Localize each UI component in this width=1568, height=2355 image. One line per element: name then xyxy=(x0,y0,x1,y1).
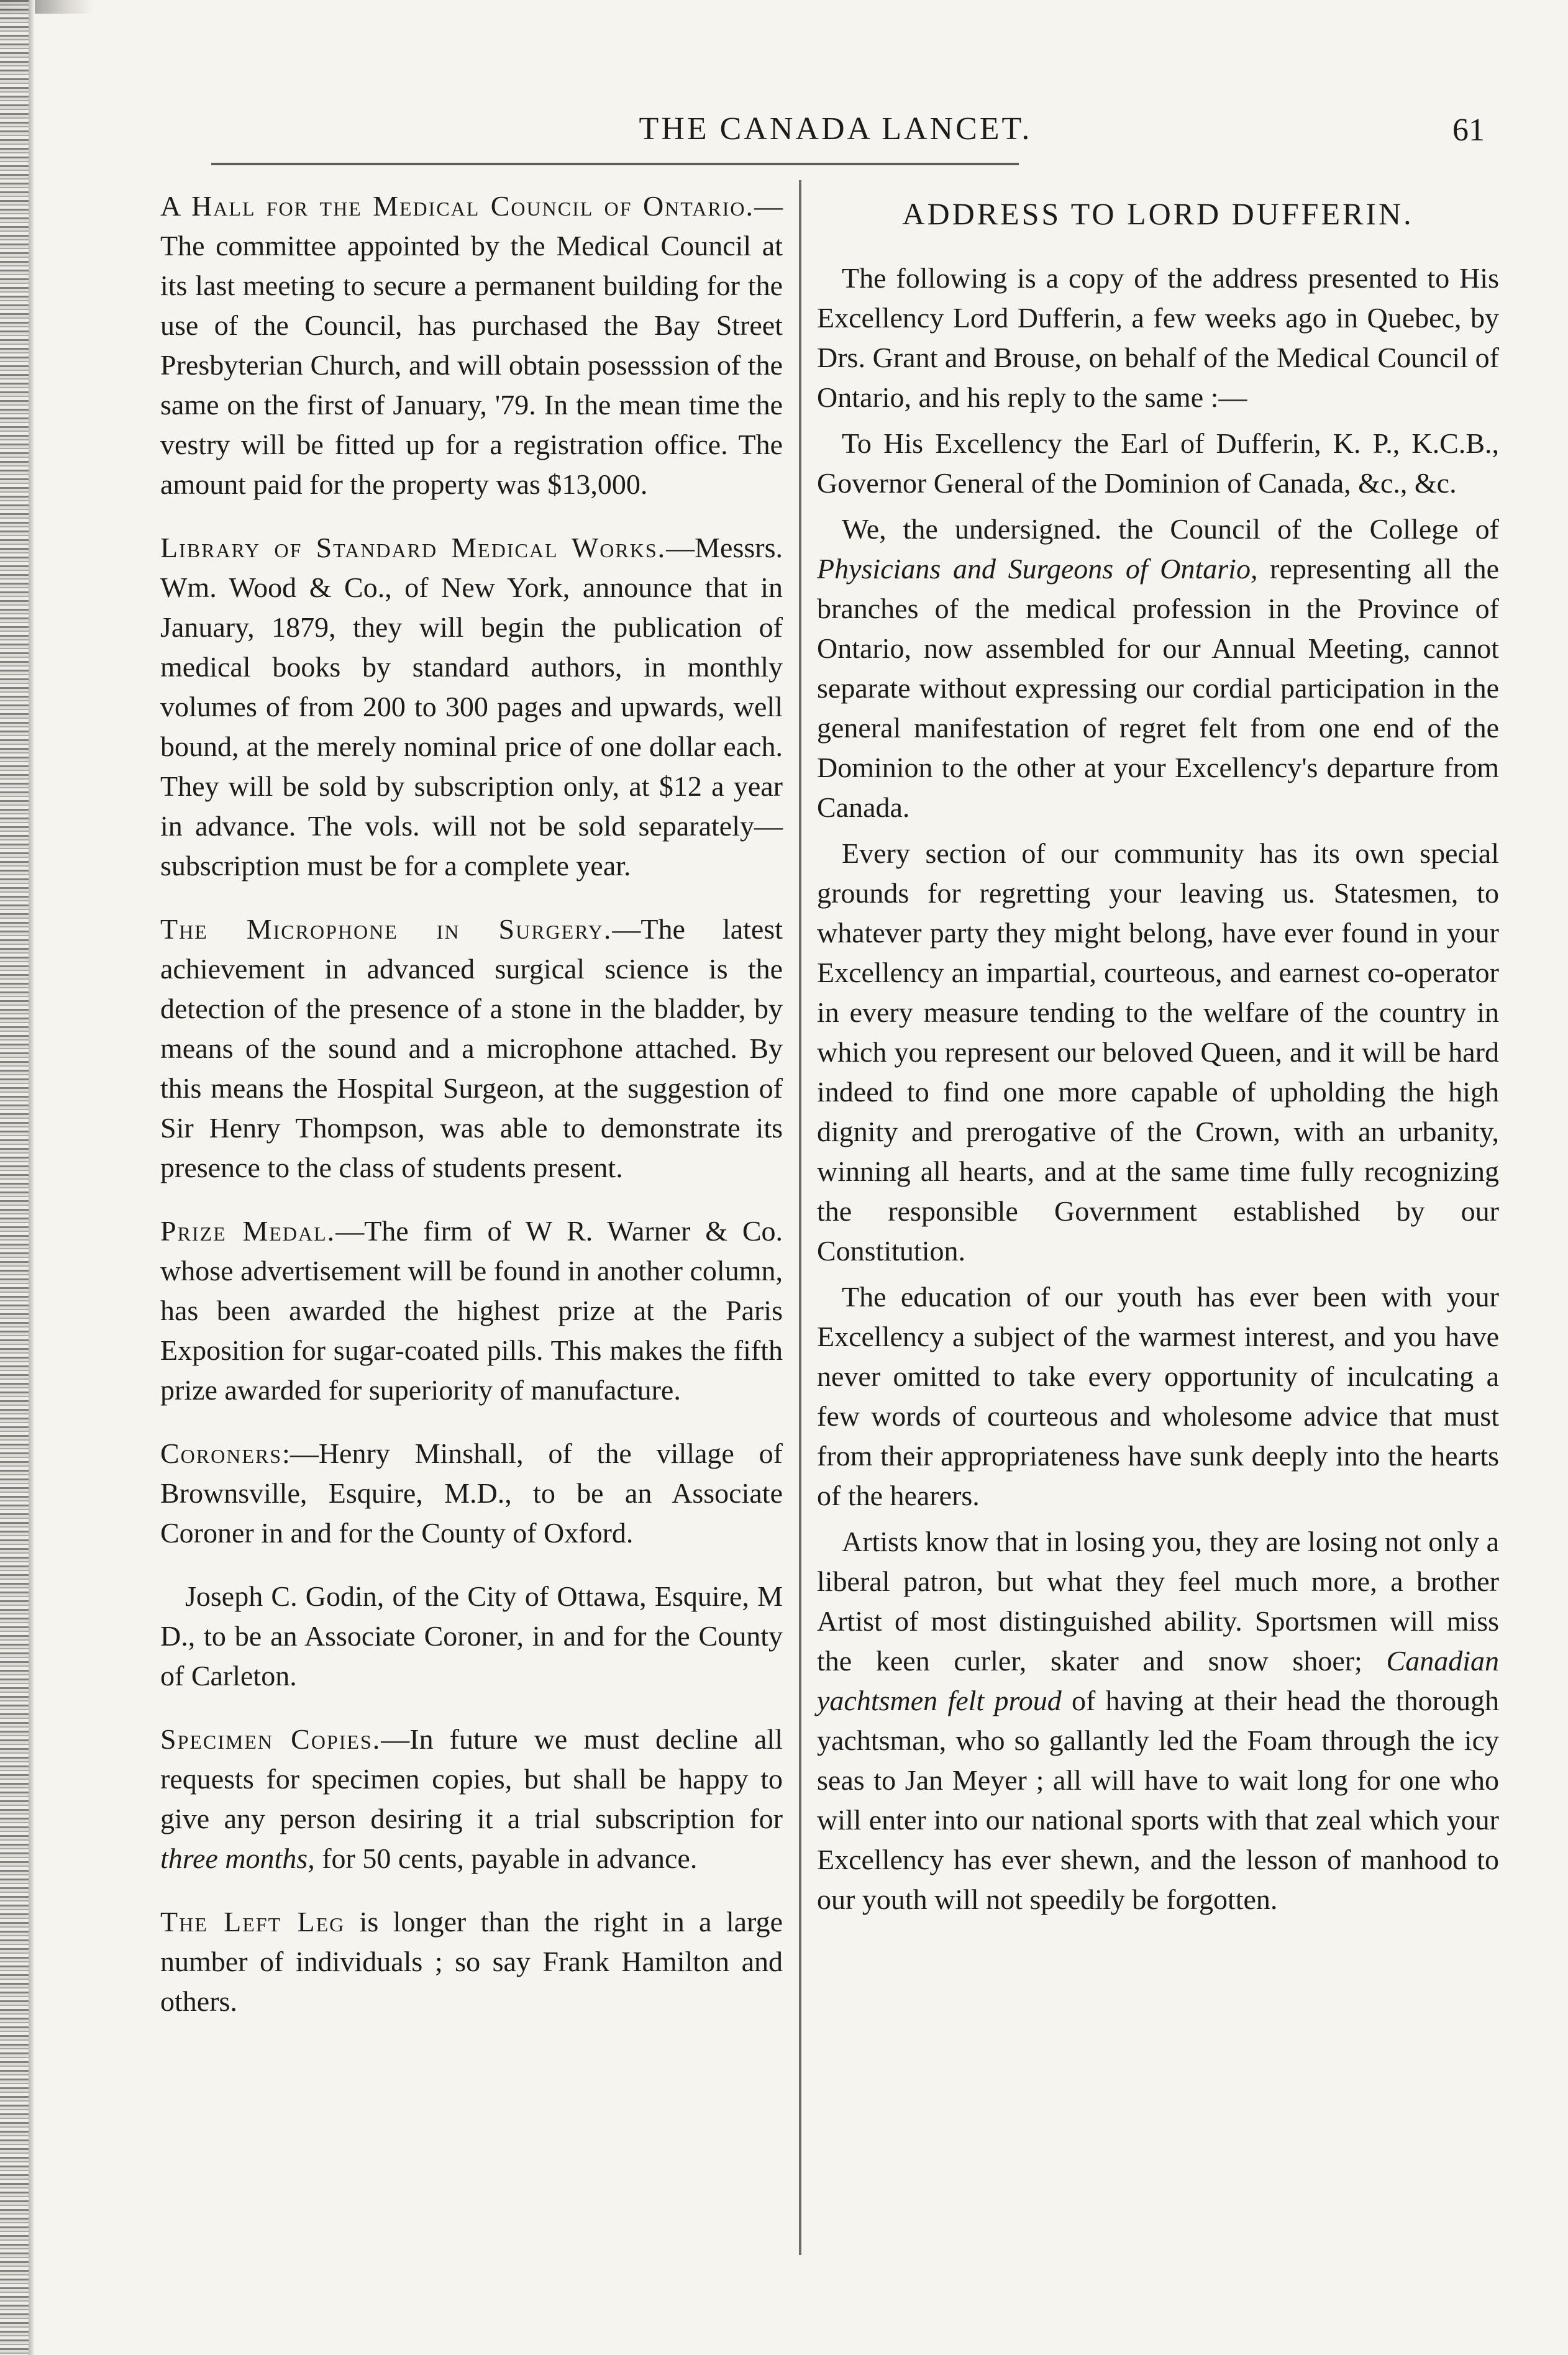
column-divider xyxy=(799,180,801,2255)
address-title: ADDRESS TO LORD DUFFERIN. xyxy=(902,196,1414,231)
article-library-standard-works xyxy=(160,528,783,886)
article-heading: The Left Leg xyxy=(160,1906,345,1938)
article-coroners xyxy=(160,1434,783,1553)
running-title: THE CANADA LANCET. xyxy=(639,111,1032,147)
article-body: —The committee appointed by the Medical Council at its last meeting to secure a permanent building for the use of the Council, has purchased the Bay Street Presbyterian Church, and will obtain posesssion of the same on the first of January, '79. In the mean time the vestry will be fitted up for a registration office. The amount paid for the property was $13,000. xyxy=(160,190,783,500)
binding-shadow xyxy=(29,0,35,2355)
article-body: —In future we must decline all requests for specimen copies, but shall be happy to give any person desiring it a trial subscription for xyxy=(160,1723,783,1834)
address-paragraph: Every section of our community has its own special grounds for regretting your leaving us. Statesmen, to whatever party they might belong, have ever found in your Excellency an impartial, courteous, and earnest co-operator in every measure tending to the welfare of the country in which you represent our beloved Queen, and it will be hard indeed to find one more capable of upholding the high dignity and prerogative of the Crown, with an urbanity, winning all hearts, and at the same time fully recognizing the responsible Government established by our Constitution. xyxy=(817,837,1499,1267)
article-heading: Prize Medal. xyxy=(160,1215,336,1247)
article-emphasis: three months, xyxy=(160,1843,315,1874)
left-column xyxy=(160,186,783,2249)
article-body: is longer than the right in a large number of individuals ; so say Frank Hamilton and others. xyxy=(160,1906,783,2017)
address-paragraph: The following is a copy of the address presented to His Excellency Lord Dufferin, a few weeks ago in Quebec, by Drs. Grant and Brouse, on behalf of the Medical Council of Ontario, and his reply to the same :— xyxy=(817,262,1499,413)
page-header xyxy=(186,111,1485,160)
address-text: Artists know that in losing you, they are losing not only a liberal patron, but what they feel much more, a brother Artist of most distinguished ability. Sportsmen will miss the keen curler, skater and snow shoer; xyxy=(817,1526,1499,1677)
article-heading: Library of Standard Medical Works. xyxy=(160,532,667,563)
article-body: —The latest achievement in advanced surgical science is the detection of the presence of a stone in the bladder, by means of the sound and a microphone attached. By this means the Hospital Surgeon, at the suggestion of Sir Henry Thompson, was able to demonstrate its presence to the class of students present. xyxy=(160,913,783,1183)
article-body-end: for 50 cents, payable in advance. xyxy=(314,1843,698,1874)
article-specimen-copies xyxy=(160,1720,783,1879)
address-text-end: representing all the branches of the medical profession in the Province of Ontario, now assembled for our Annual Meeting, cannot separate without expressing our cordial participation in the general manifestation of regret felt from one end of the Dominion to the other at your Excellency's departure from Canada. xyxy=(817,553,1499,823)
article-body: —Messrs. Wm. Wood & Co., of New York, announce that in January, 1879, they will begin the publication of medical books by standard authors, in monthly volumes of from 200 to 300 pages and upwards, well bound, at the merely nominal price of one dollar each. They will be sold by subscription only, at $12 a year in advance. The vols. will not be sold separately—subscription must be for a complete year. xyxy=(160,532,783,881)
article-heading: The Microphone in Surgery. xyxy=(160,913,613,945)
article-heading: Specimen Copies. xyxy=(160,1723,381,1755)
article-left-leg xyxy=(160,1902,783,2021)
article-medical-council-hall xyxy=(160,186,783,504)
article-microphone-surgery xyxy=(160,909,783,1188)
article-body: —The firm of W R. Warner & Co. whose advertisement will be found in another column, has been awarded the highest prize at the Paris Exposition for sugar-coated pills. This makes the fifth prize awarded for superiority of manufacture. xyxy=(160,1215,783,1406)
address-salutation: To His Excellency the Earl of Dufferin, K. P., K.C.B., Governor General of the Dominion of Canada, &c., &c. xyxy=(817,427,1499,499)
article-body: :—Henry Minshall, of the village of Brownsville, Esquire, M.D., to be an Associate Coroner in and for the County of Oxford. xyxy=(160,1437,783,1549)
article-heading: A Hall for the Medical Council of Ontario. xyxy=(160,190,754,222)
article-coroners-continued xyxy=(160,1577,783,1696)
address-text-end: of having at their head the thorough yachtsman, who so gallantly led the Foam through the icy seas to Jan Meyer ; all will have to wait long for one who will enter into our national sports with that zeal which your Excellency has ever shewn, and the lesson of manhood to our youth will not speedily be forgotten. xyxy=(817,1685,1499,1915)
article-heading: Coroners xyxy=(160,1437,283,1469)
address-emphasis: Physicians and Surgeons of Ontario, xyxy=(817,553,1258,585)
address-emphasis: Canadian yachtsmen felt proud xyxy=(817,1645,1499,1716)
right-column xyxy=(817,186,1499,2249)
address-paragraph xyxy=(817,1522,1499,1920)
address-paragraph: The education of our youth has ever been with your Excellency a subject of the warmest interest, and you have never omitted to take every opportunity of inculcating a few words of courteous and wholesome advice that must from their appropriateness have sunk deeply into the hearts of the hearers. xyxy=(817,1281,1499,1511)
header-rule xyxy=(211,163,1019,165)
page-number: 61 xyxy=(1452,112,1485,148)
address-paragraph xyxy=(817,509,1499,827)
article-body: Joseph C. Godin, of the City of Ottawa, Esquire, M D., to be an Associate Coroner, in and for the County of Carleton. xyxy=(160,1580,783,1692)
binding-edge xyxy=(0,0,29,2355)
article-prize-medal xyxy=(160,1211,783,1410)
address-text: We, the undersigned. the Council of the College of xyxy=(842,513,1499,545)
